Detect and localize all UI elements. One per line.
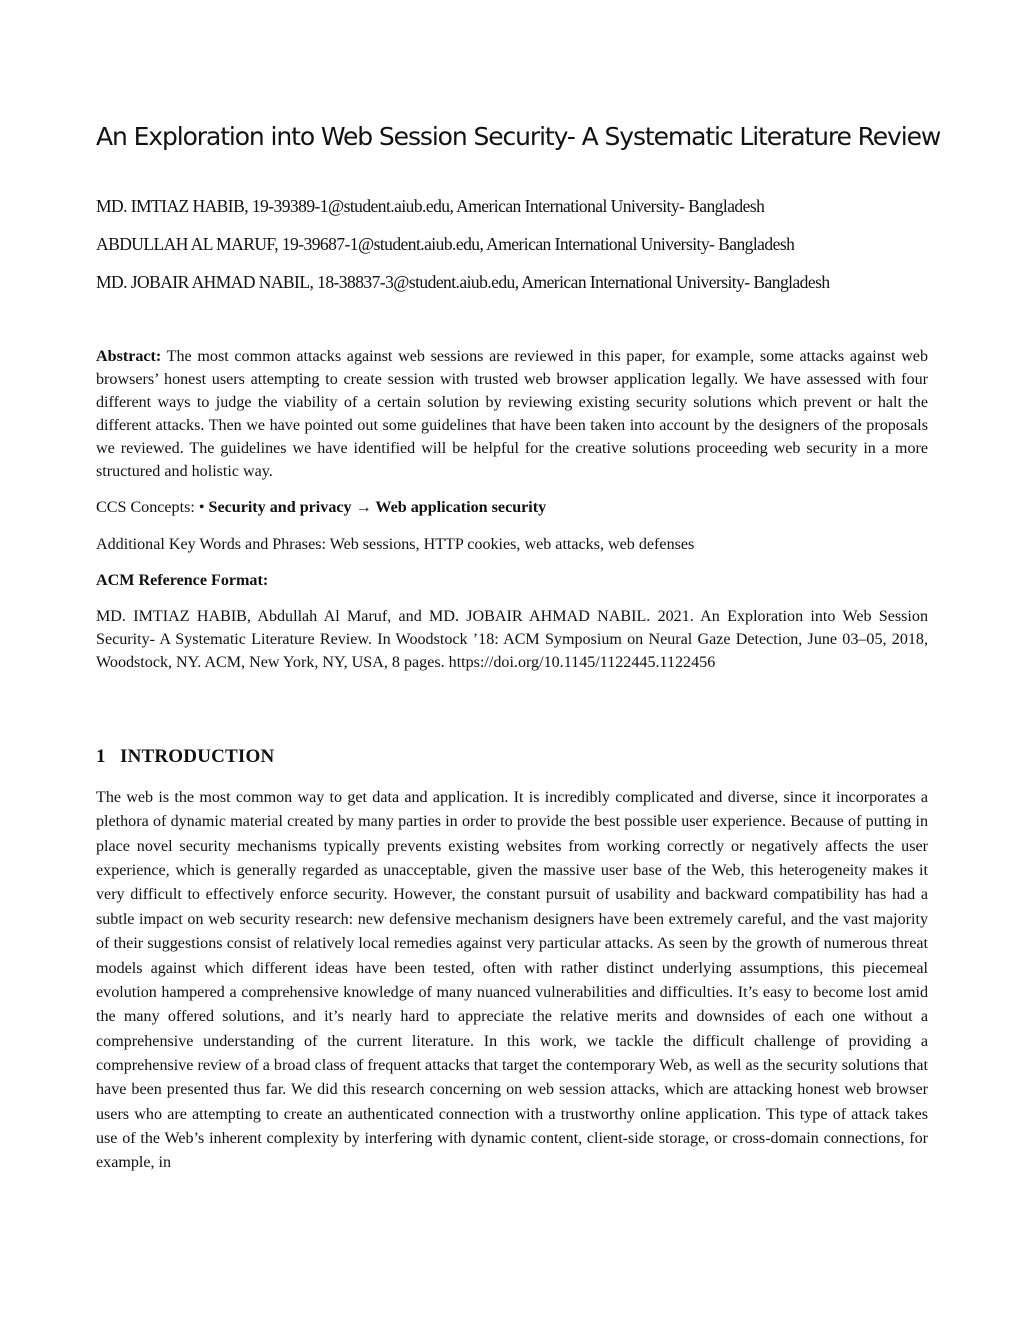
author-line: ABDULLAH AL MARUF, 19-39687-1@student.aiub.edu, American International University- Bangladesh bbox=[96, 234, 795, 254]
author-line: MD. IMTIAZ HABIB, 19-39389-1@student.aiub.edu, American International University- Bangladesh bbox=[96, 196, 765, 216]
section-heading-introduction bbox=[96, 746, 274, 768]
acm-reference-heading: ACM Reference Format: bbox=[96, 572, 269, 589]
author-line: MD. JOBAIR AHMAD NABIL, 18-38837-3@student.aiub.edu, American International University- Bangladesh bbox=[96, 272, 830, 292]
section-number: 1 bbox=[96, 746, 106, 767]
ccs-concepts bbox=[96, 496, 928, 519]
acm-reference-text: MD. IMTIAZ HABIB, Abdullah Al Maruf, and MD. JOBAIR AHMAD NABIL. 2021. An Exploration into Web Session Security- A Systematic Literature Review. In Woodstock ’18: ACM Symposium on Neural Gaze Detection, June 03–05, 2018, Woodstock, NY. ACM, New York, NY, USA, 8 pages. https://doi.org/10.1145/1122445.1122456 bbox=[96, 608, 928, 672]
introduction-paragraph: The web is the most common way to get data and application. It is incredibly complicated and diverse, since it incorporates a plethora of dynamic material created by many parties in order to provide the best possible user experience. Because of putting in place novel security mechanisms typically prevents existing websites from working correctly or negatively affects the user experience, which is generally regarded as unacceptable, given the massive user base of the Web, this heterogeneity makes it very difficult to effectively enforce security. However, the constant pursuit of usability and backward compatibility has had a subtle impact on web security research: new defensive mechanism designers have been extremely careful, and the vast majority of their suggestions consist of relatively local remedies against very particular attacks. As seen by the growth of numerous threat models against which different ideas have been tested, often with rather distinct underlying assumptions, this piecemeal evolution hampered a comprehensive knowledge of many nuanced vulnerabilities and difficulties. It’s easy to become lost amid the many offered solutions, and it’s nearly hard to appreciate the relative merits and downsides of each one without a comprehensive understanding of the current literature. In this work, we tackle the difficult challenge of providing a comprehensive review of a broad class of frequent attacks that target the contemporary Web, as well as the security solutions that have been presented thus far. We did this research concerning on web session attacks, which are attacking honest web browser users who are attempting to create an authenticated connection with a trustworthy online application. This type of attack takes use of the Web’s inherent complexity by interfering with dynamic content, client-side storage, or cross-domain connections, for example, in bbox=[96, 789, 928, 1172]
ccs-concept-list: Security and privacy → Web application security bbox=[208, 499, 547, 516]
section-title: INTRODUCTION bbox=[120, 746, 275, 767]
abstract-label: Abstract: bbox=[96, 348, 162, 365]
abstract-text: The most common attacks against web sessions are reviewed in this paper, for example, some attacks against web browsers’ honest users attempting to create session with trusted web browser application legally. We have assessed with four different ways to judge the viability of a certain solution by reviewing existing security solutions which prevent or halt the different attacks. Then we have pointed out some guidelines that have been taken into account by the designers of the proposals we reviewed. The guidelines we have identified will be helpful for the creative solutions proceeding web security in a more structured and holistic way. bbox=[96, 348, 928, 481]
keywords: Additional Key Words and Phrases: Web sessions, HTTP cookies, web attacks, web defenses bbox=[96, 536, 695, 553]
paper-title: An Exploration into Web Session Security- A Systematic Literature Review bbox=[96, 122, 941, 151]
author-list bbox=[96, 195, 936, 309]
ccs-prefix: CCS Concepts: • bbox=[96, 499, 209, 516]
abstract bbox=[96, 345, 928, 484]
